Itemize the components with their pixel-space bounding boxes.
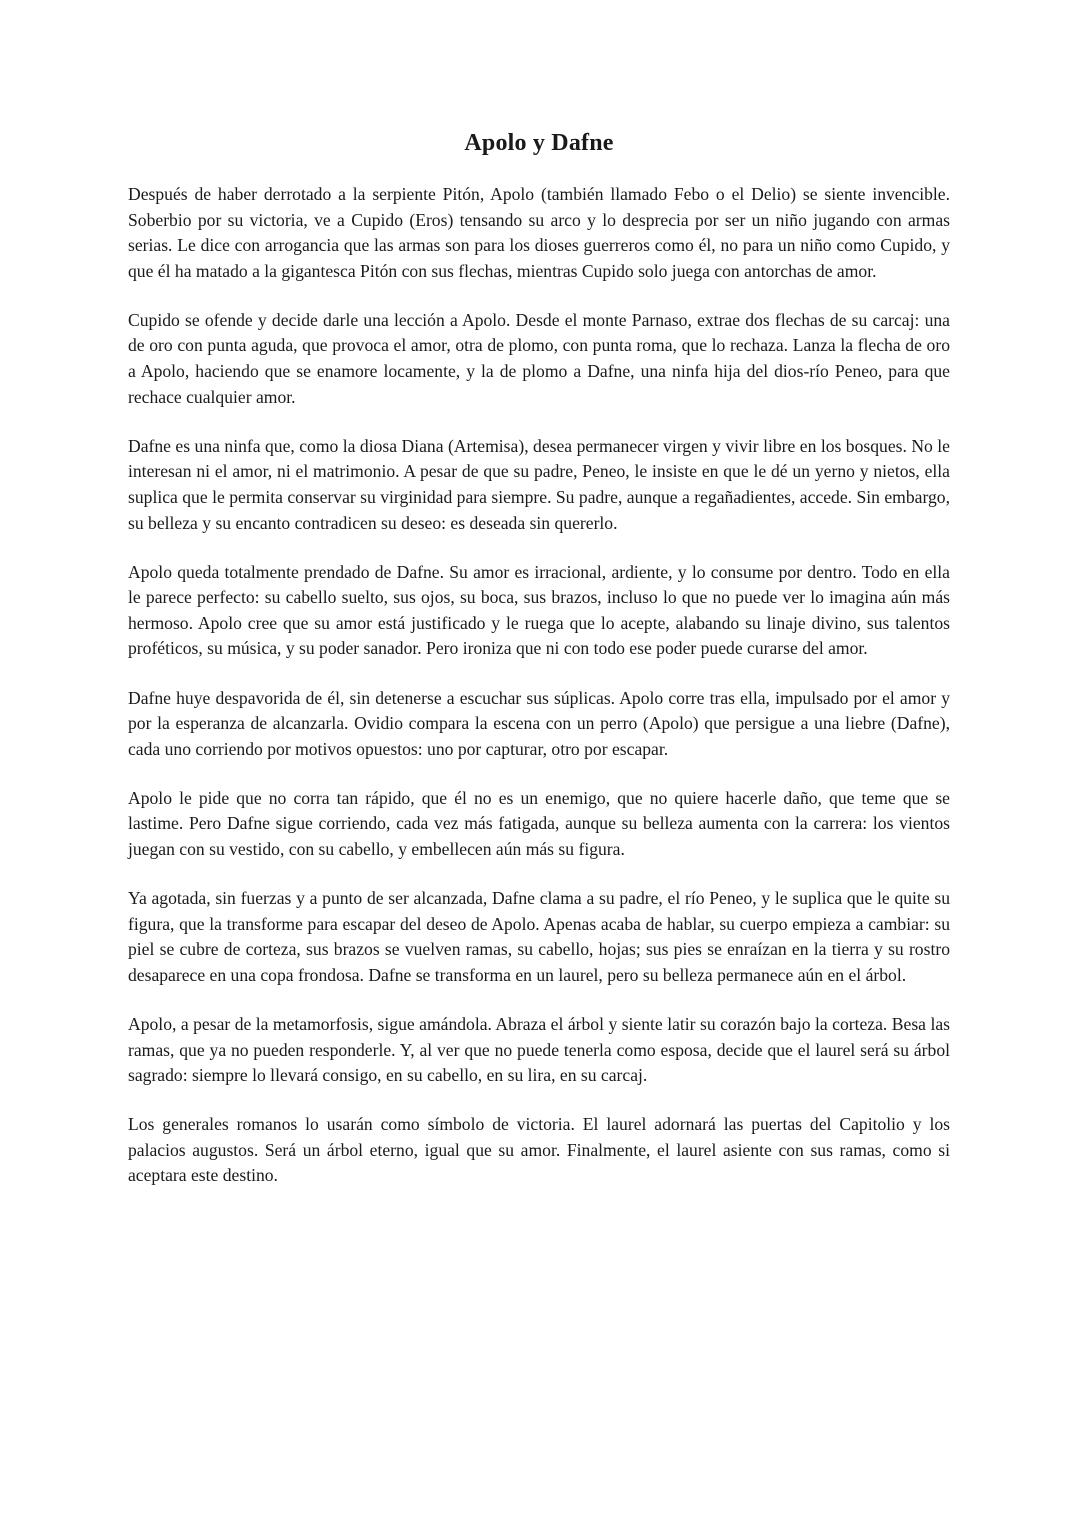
paragraph-2: Cupido se ofende y decide darle una lección a Apolo. Desde el monte Parnaso, extrae dos flechas de su carcaj: una de oro con punta aguda, que provoca el amor, otra de plomo, con punta roma, que lo rechaza. Lanza la flecha de oro a Apolo, haciendo que se enamore locamente, y la de plomo a Dafne, una ninfa hija del dios-río Peneo, para que rechace cualquier amor. [128,309,950,407]
paragraph-7: Ya agotada, sin fuerzas y a punto de ser alcanzada, Dafne clama a su padre, el río Peneo, y le suplica que le quite su figura, que la transforme para escapar del deseo de Apolo. Apenas acaba de hablar, su cuerpo empieza a cambiar: su piel se cubre de corteza, sus brazos se vuelven ramas, su cabello, hojas; sus pies se enraízan en la tierra y su rostro desaparece en una copa frondosa. Dafne se transforma en un laurel, pero su belleza permanece aún en el árbol. [128,888,950,985]
paragraph-4: Apolo queda totalmente prendado de Dafne. Su amor es irracional, ardiente, y lo consume por dentro. Todo en ella le parece perfecto: su cabello suelto, sus ojos, su boca, sus brazos, incluso lo que no puede ver lo imagina aún más hermoso. Apolo cree que su amor está justificado y le ruega que lo acepte, alabando su linaje divino, sus talentos proféticos, su música, y su poder sanador. Pero ironiza que ni con todo ese poder puede curarse del amor. [128,561,950,659]
paragraph-3: Dafne es una ninfa que, como la diosa Diana (Artemisa), desea permanecer virgen y vivir libre en los bosques. No le interesan ni el amor, ni el matrimonio. A pesar de que su padre, Peneo, le insiste en que le dé un yerno y nietos, ella suplica que le permita conservar su virginidad para siempre. Su padre, aunque a regañadientes, accede. Sin embargo, su belleza y su encanto contradicen su deseo: es deseada sin quererlo. [128,435,950,533]
paragraph-1: Después de haber derrotado a la serpiente Pitón, Apolo (también llamado Febo o el Delio) se siente invencible. Soberbio por su victoria, ve a Cupido (Eros) tensando su arco y lo desprecia por ser un niño jugando con armas serias. Le dice con arrogancia que las armas son para los dioses guerreros como él, no para un niño como Cupido, y que él ha matado a la gigantesca Pitón con sus flechas, mientras Cupido solo juega con antorchas de amor. [128,184,950,281]
paragraph-6: Apolo le pide que no corra tan rápido, que él no es un enemigo, que no quiere hacerle daño, que teme que se lastime. Pero Dafne sigue corriendo, cada vez más fatigada, aunque su belleza aumenta con la carrera: los vientos juegan con su vestido, con su cabello, y embellecen aún más su figura. [128,787,950,859]
paragraph-9: Los generales romanos lo usarán como símbolo de victoria. El laurel adornará las puertas del Capitolio y los palacios augustos. Será un árbol eterno, igual que su amor. Finalmente, el laurel asiente con sus ramas, como si aceptara este destino. [128,1114,950,1186]
document-page [128,126,950,1213]
paragraph-5: Dafne huye despavorida de él, sin detenerse a escuchar sus súplicas. Apolo corre tras ella, impulsado por el amor y por la esperanza de alcanzarla. Ovidio compara la escena con un perro (Apolo) que persigue a una liebre (Dafne), cada uno corriendo por motivos opuestos: uno por capturar, otro por escapar. [128,687,950,759]
paragraph-8: Apolo, a pesar de la metamorfosis, sigue amándola. Abraza el árbol y siente latir su corazón bajo la corteza. Besa las ramas, que ya no pueden responderle. Y, al ver que no puede tenerla como esposa, decide que el laurel será su árbol sagrado: siempre lo llevará consigo, en su cabello, en su lira, en su carcaj. [128,1013,950,1086]
document-title: Apolo y Dafne [464,130,614,156]
